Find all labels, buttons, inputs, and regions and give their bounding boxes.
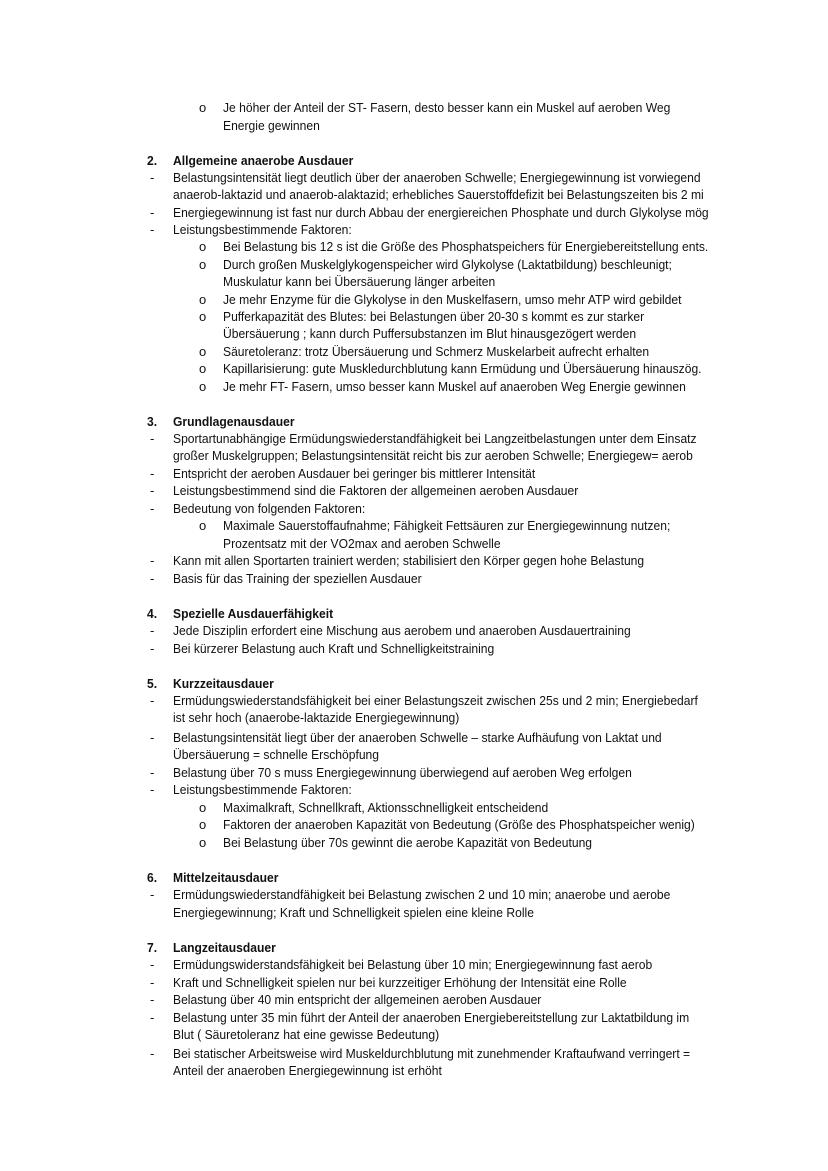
text-line: Jede Disziplin erfordert eine Mischung aus aerobem und anaeroben Ausdauertraining bbox=[173, 623, 631, 638]
text-line: Belastung über 70 s muss Energiegewinnung überwiegend auf aeroben Weg erfolgen bbox=[173, 765, 632, 780]
bullet-marker: o bbox=[199, 239, 207, 254]
text-line: Leistungsbestimmend sind die Faktoren der allgemeinen aeroben Ausdauer bbox=[173, 483, 579, 498]
section-number: 2. bbox=[147, 153, 158, 168]
text-line: Bei statischer Arbeitsweise wird Muskeldurchblutung mit zunehmender Kraftaufwand verringert = bbox=[173, 1046, 691, 1061]
text-line: Energiegewinnung ist fast nur durch Abbau der energiereichen Phosphate und durch Glykolyse mög bbox=[173, 205, 709, 220]
text-line: Ermüdungswiederstandfähigkeit bei Belastung zwischen 2 und 10 min; anaerobe und aerobe bbox=[173, 887, 671, 902]
bullet-marker: o bbox=[199, 379, 207, 394]
text-line: Muskulatur kann bei Übersäuerung länger arbeiten bbox=[223, 274, 496, 289]
section-heading: Spezielle Ausdauerfähigkeit bbox=[173, 606, 334, 621]
text-line: Bei Belastung bis 12 s ist die Größe des Phosphatspeichers für Energiebereitstellung ents. bbox=[223, 239, 709, 254]
dash-marker: - bbox=[150, 431, 155, 446]
text-line: Bei Belastung über 70s gewinnt die aerobe Kapazität von Bedeutung bbox=[223, 835, 593, 850]
text-line: Basis für das Training der speziellen Ausdauer bbox=[173, 571, 422, 586]
dash-marker: - bbox=[150, 693, 155, 708]
section-number: 4. bbox=[147, 606, 158, 621]
dash-marker: - bbox=[150, 170, 155, 185]
bullet-marker: o bbox=[199, 309, 207, 324]
dash-marker: - bbox=[150, 992, 155, 1007]
text-line: Leistungsbestimmende Faktoren: bbox=[173, 782, 352, 797]
dash-marker: - bbox=[150, 765, 155, 780]
section-heading: Mittelzeitausdauer bbox=[173, 870, 279, 885]
dash-marker: - bbox=[150, 466, 155, 481]
section-heading: Langzeitausdauer bbox=[173, 940, 276, 955]
text-line: Belastungsintensität liegt deutlich über der anaeroben Schwelle; Energiegewinnung ist vorwiegend bbox=[173, 170, 701, 185]
text-line: Säuretoleranz: trotz Übersäuerung und Schmerz Muskelarbeit aufrecht erhalten bbox=[223, 344, 650, 359]
text-line: Übersäuerung ; kann durch Puffersubstanzen im Blut hinausgezögert werden bbox=[223, 326, 637, 341]
bullet-marker: o bbox=[199, 518, 207, 533]
dash-marker: - bbox=[150, 975, 155, 990]
text-line: Ermüdungswiderstandsfähigkeit bei Belastung über 10 min; Energiegewinnung fast aerob bbox=[173, 957, 653, 972]
text-line: Energie gewinnen bbox=[223, 118, 320, 133]
bullet-marker: o bbox=[199, 100, 207, 115]
text-line: Pufferkapazität des Blutes: bei Belastungen über 20-30 s kommt es zur starker bbox=[223, 309, 645, 324]
section-heading: Kurzzeitausdauer bbox=[173, 676, 274, 691]
dash-marker: - bbox=[150, 623, 155, 638]
text-line: ist sehr hoch (anaerobe-laktazide Energiegewinnung) bbox=[173, 710, 460, 725]
dash-marker: - bbox=[150, 222, 155, 237]
dash-marker: - bbox=[150, 571, 155, 586]
text-line: Blut ( Säuretoleranz hat eine gewisse Bedeutung) bbox=[173, 1027, 440, 1042]
section-heading: Grundlagenausdauer bbox=[173, 414, 295, 429]
text-line: Je höher der Anteil der ST- Fasern, desto besser kann ein Muskel auf aeroben Weg bbox=[223, 100, 671, 115]
text-line: Bedeutung von folgenden Faktoren: bbox=[173, 501, 366, 516]
dash-marker: - bbox=[150, 887, 155, 902]
dash-marker: - bbox=[150, 782, 155, 797]
bullet-marker: o bbox=[199, 361, 207, 376]
text-line: Maximale Sauerstoffaufnahme; Fähigkeit Fettsäuren zur Energiegewinnung nutzen; bbox=[223, 518, 671, 533]
bullet-marker: o bbox=[199, 800, 207, 815]
dash-marker: - bbox=[150, 641, 155, 656]
text-line: großer Muskelgruppen; Belastungsintensität reicht bis zur aeroben Schwelle; Energiegew= aerob bbox=[173, 448, 693, 463]
dash-marker: - bbox=[150, 205, 155, 220]
text-line: Kann mit allen Sportarten trainiert werden; stabilisiert den Körper gegen hohe Belastung bbox=[173, 553, 645, 568]
dash-marker: - bbox=[150, 730, 155, 745]
text-line: Faktoren der anaeroben Kapazität von Bedeutung (Größe des Phosphatspeicher wenig) bbox=[223, 817, 695, 832]
text-line: Kapillarisierung: gute Muskledurchblutung kann Ermüdung und Übersäuerung hinauszög. bbox=[223, 361, 702, 376]
section-number: 5. bbox=[147, 676, 158, 691]
dash-marker: - bbox=[150, 1010, 155, 1025]
text-line: Energiegewinnung; Kraft und Schnelligkeit spielen eine kleine Rolle bbox=[173, 905, 534, 920]
dash-marker: - bbox=[150, 553, 155, 568]
dash-marker: - bbox=[150, 957, 155, 972]
text-line: Ermüdungswiederstandsfähigkeit bei einer Belastungszeit zwischen 25s und 2 min; Energiebedarf bbox=[173, 693, 698, 708]
dash-marker: - bbox=[150, 501, 155, 516]
text-line: Prozentsatz mit der VO2max and aeroben Schwelle bbox=[223, 536, 501, 551]
text-line: Belastungsintensität liegt über der anaeroben Schwelle – starke Aufhäufung von Laktat und bbox=[173, 730, 662, 745]
text-line: Belastung über 40 min entspricht der allgemeinen aeroben Ausdauer bbox=[173, 992, 542, 1007]
text-line: Anteil der anaeroben Energiegewinnung ist erhöht bbox=[173, 1063, 442, 1078]
text-line: Sportartunabhängige Ermüdungswiederstandfähigkeit bei Langzeitbelastungen unter dem Einsatz bbox=[173, 431, 697, 446]
bullet-marker: o bbox=[199, 344, 207, 359]
text-line: Entspricht der aeroben Ausdauer bei geringer bis mittlerer Intensität bbox=[173, 466, 536, 481]
text-line: anaerob-laktazid und anaerob-alaktazid; erhebliches Sauerstoffdefizit bei Belastungszeiten bis 2 mi bbox=[173, 187, 704, 202]
text-line: Leistungsbestimmende Faktoren: bbox=[173, 222, 352, 237]
section-number: 3. bbox=[147, 414, 158, 429]
section-heading: Allgemeine anaerobe Ausdauer bbox=[173, 153, 354, 168]
bullet-marker: o bbox=[199, 292, 207, 307]
dash-marker: - bbox=[150, 1046, 155, 1061]
bullet-marker: o bbox=[199, 257, 207, 272]
bullet-marker: o bbox=[199, 817, 207, 832]
text-line: Kraft und Schnelligkeit spielen nur bei kurzzeitiger Erhöhung der Intensität eine Rolle bbox=[173, 975, 627, 990]
text-line: Maximalkraft, Schnellkraft, Aktionsschnelligkeit entscheidend bbox=[223, 800, 549, 815]
text-line: Durch großen Muskelglykogenspeicher wird Glykolyse (Laktatbildung) beschleunigt; bbox=[223, 257, 672, 272]
text-line: Übersäuerung = schnelle Erschöpfung bbox=[173, 747, 380, 762]
section-number: 6. bbox=[147, 870, 158, 885]
text-line: Belastung unter 35 min führt der Anteil der anaeroben Energiebereitstellung zur Laktatbildung im bbox=[173, 1010, 690, 1025]
bullet-marker: o bbox=[199, 835, 207, 850]
section-number: 7. bbox=[147, 940, 158, 955]
text-line: Bei kürzerer Belastung auch Kraft und Schnelligkeitstraining bbox=[173, 641, 495, 656]
text-line: Je mehr FT- Fasern, umso besser kann Muskel auf anaeroben Weg Energie gewinnen bbox=[223, 379, 686, 394]
dash-marker: - bbox=[150, 483, 155, 498]
text-line: Je mehr Enzyme für die Glykolyse in den Muskelfasern, umso mehr ATP wird gebildet bbox=[223, 292, 682, 307]
